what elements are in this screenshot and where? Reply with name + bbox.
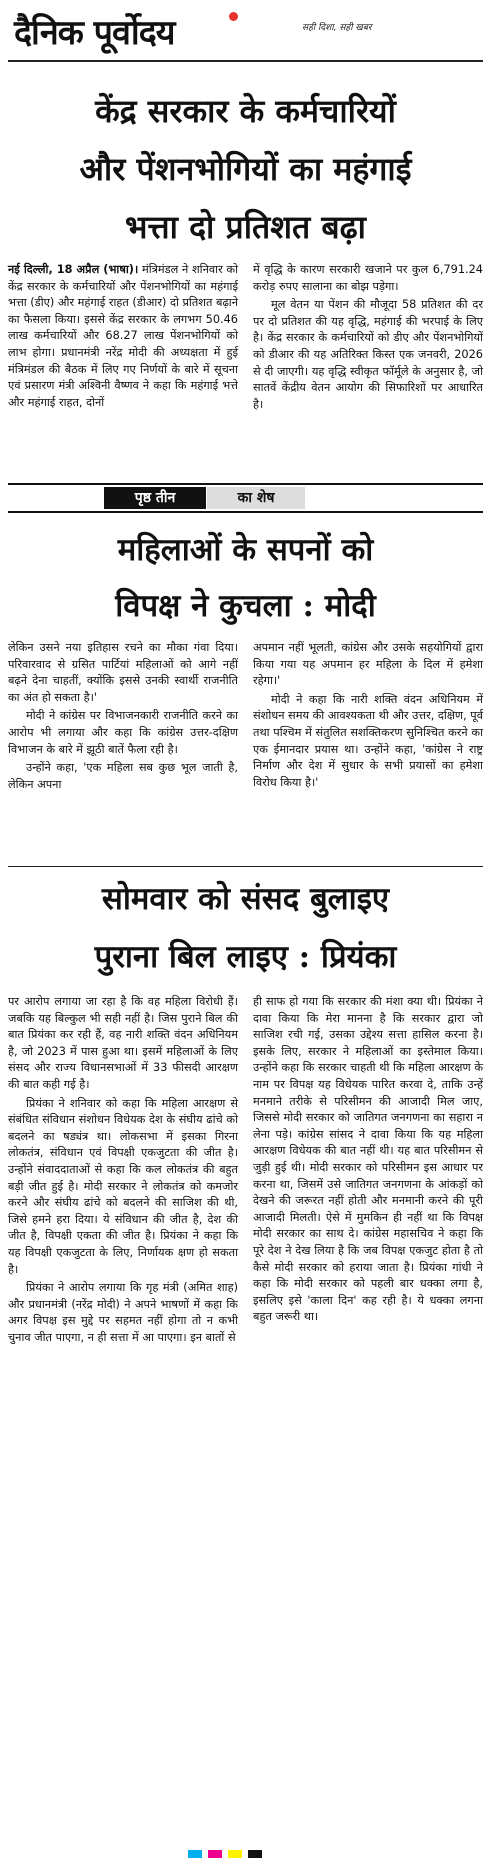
continuation-page-label: पृष्ठ तीन <box>104 487 206 509</box>
registration-cyan <box>188 1850 202 1858</box>
story1-headline-line1: केंद्र सरकार के कर्मचारियों <box>95 92 396 130</box>
story1-body <box>8 262 483 415</box>
story3-body <box>8 994 483 1348</box>
story3-headline-line1: सोमवार को संसद बुलाइए <box>101 881 390 917</box>
story1-column-1 <box>8 262 238 415</box>
story3-headline-line2: पुराना बिल लाइए : प्रियंका <box>94 939 397 975</box>
story2-bottom-rule <box>8 866 483 867</box>
story2-headline[interactable] <box>10 522 481 634</box>
continuation-shesh-label: का शेष <box>207 487 305 509</box>
masthead-rule <box>8 60 483 62</box>
story2-col1-para3: उन्होंने कहा, 'एक महिला सब कुछ भूल जाती है, लेकिन अपना <box>8 761 238 791</box>
story1-col1-text: मंत्रिमंडल ने शनिवार को केंद्र सरकार के कर्मचारियों और पेंशनभोगियों का महंगाई भत्ता (डीए) और महंगाई राहत (डीआर) दो प्रतिशत बढ़ाने का फैसला किया। इससे केंद्र सरकार के लगभग 50.46 लाख कर्मचारियों और 68.27 लाख पेंशनभोगियों को लाभ होगा। प्रधानमंत्री नरेंद्र मोदी की अध्यक्षता में हुई मंत्रिमंडल की बैठक में लिए गए निर्णयों के बारे में सूचना एवं प्रसारण मंत्री अश्विनी वैष्णव ने कहा कि महंगाई भत्ते और महंगाई राहत, दोनों <box>8 263 238 409</box>
newspaper-logo: दैनिक पूर्वोदय <box>14 13 175 53</box>
story1-col2-para1: में वृद्धि के कारण सरकारी खजाने पर कुल 6,791.24 करोड़ रुपए सालाना का बोझ पड़ेगा। <box>253 263 483 293</box>
masthead-tagline: सही दिशा, सही खबर <box>302 23 372 33</box>
story3-col1-para1: पर आरोप लगाया जा रहा है कि वह महिला विरोधी हैं। जबकि यह बिल्कुल भी सही नहीं है। जिस पुराने बिल की बात प्रियंका कर रही हैं, वह नारी शक्ति वंदन अधिनियम है, जो 2023 में पास हुआ था। इसमें महिलाओं के लिए संसद और राज्य विधानसभाओं में 33 फीसदी आरक्षण की बात कही गई है। <box>8 995 238 1091</box>
masthead <box>0 0 491 58</box>
story3-column-2 <box>253 994 483 1348</box>
story3-headline[interactable] <box>10 870 481 986</box>
story2-column-1 <box>8 640 238 795</box>
story2-col1-para2: मोदी ने कांग्रेस पर विभाजनकारी राजनीति करने का आरोप भी लगाया और कहा कि कांग्रेस उत्तर-दक्षिण विभाजन के बारे में झूठी बातें फैला रही है। <box>8 709 238 756</box>
story2-body <box>8 640 483 795</box>
story3-col2-para1: ही साफ हो गया कि सरकार की मंशा क्या थी। प्रियंका ने दावा किया कि मेरा मानना है कि सरकार द्वारा जो साजिश रची गई, उसका उद्देश्य सत्ता हासिल करना है। इसके लिए, सरकार ने महिलाओं का इस्तेमाल किया। उन्होंने कहा कि सरकार चाहती थी कि महिला आरक्षण के नाम पर विपक्ष यह विधेयक पारित करवा दे, ताकि उन्हें मनमाने तरीके से परिसीमन की आजादी मिल जाए, जिससे मोदी सरकार को जातिगत जनगणना का सहारा न लेना पड़े। कांग्रेस सांसद ने दावा किया कि यह महिला आरक्षण विधेयक की बात नहीं थी। यह बात परिसीमन से जुड़ी हुई थी। मोदी सरकार को परिसीमन इस आधार पर करना था, जिसमें उसे जातिगत जनगणना के आंकड़ों को देखने की जरूरत नहीं होती और मनमानी करने की पूरी आजादी मिलती। ऐसे में मुमकिन ही नहीं था कि विपक्ष मोदी सरकार का साथ दे। कांग्रेस महासचिव ने कहा कि पूरे देश ने देख लिया है कि जब विपक्ष एकजुट होता है तो कैसे मोदी सरकार को हराया जाता है। प्रियंका गांधी ने कहा कि मोदी सरकार को पहली बार धक्का लगा है, इसलिए इसे 'काला दिन' कह रही है। ये धक्का लगना बहुत जरूरी था। <box>253 995 483 1324</box>
story1-headline-line3: भत्ता दो प्रतिशत बढ़ा <box>125 208 366 246</box>
story1-headline[interactable] <box>10 82 481 256</box>
story2-col2-para1: अपमान नहीं भूलती, कांग्रेस और उसके सहयोगियों द्वारा किया गया यह अपमान हर महिला के दिल में हमेशा रहेगा।' <box>253 641 483 688</box>
registration-yellow <box>228 1850 242 1858</box>
story2-column-2 <box>253 640 483 795</box>
story1-headline-line2: और पेंशनभोगियों का महंगाई <box>79 150 412 188</box>
registration-black <box>248 1850 262 1858</box>
story3-col1-para2: प्रियंका ने शनिवार को कहा कि महिला आरक्षण से संबंधित संविधान संशोधन विधेयक देश के संघीय ढांचे को बदलने का षड्यंत्र था। लोकसभा में इसका गिरना लोकतंत्र, संविधान एवं विपक्षी एकजुटता की जीत है। उन्होंने संवाददाताओं से कहा कि कल लोकतंत्र की बहुत बड़ी जीत हुई है। मोदी सरकार ने लोकतंत्र को कमजोर करने और संघीय ढांचे को बदलने की साजिश की थी, जिसे हमने हरा दिया। ये संविधान की जीत है, देश की जीत है, विपक्षी एकता की जीत है। प्रियंका ने कहा कि यह विपक्षी एकजुटता के लिए, निर्णायक क्षण हो सकता है। <box>8 1096 238 1276</box>
continuation-banner <box>8 483 483 513</box>
story1-col1-para <box>8 262 238 411</box>
story2-headline-line1: महिलाओं के सपनों को <box>117 532 374 568</box>
registration-magenta <box>208 1850 222 1858</box>
story2-col2-para2: मोदी ने कहा कि नारी शक्ति वंदन अधिनियम में संशोधन समय की आवश्यकता थी और उत्तर, दक्षिण, पूर्व तथा पश्चिम में संतुलित सशक्तिकरण सुनिश्चित करने का एक ईमानदार प्रयास था। उन्होंने कहा, 'कांग्रेस ने राष्ट्र निर्माण और देश में सुधार के सभी प्रयासों का हमेशा विरोध किया है।' <box>253 692 483 789</box>
story3-col1-para3: प्रियंका ने आरोप लगाया कि गृह मंत्री (अमित शाह) और प्रधानमंत्री (नरेंद्र मोदी) ने अपने भाषणों में कहा कि अगर विपक्ष इस मुद्दे पर सहमत नहीं होगा तो न कभी चुनाव जीत पाएगा, न ही सत्ता में आ पाएगा। इन बातों से <box>8 1281 238 1344</box>
story1-dateline: नई दिल्ली, 18 अप्रैल (भाषा)। <box>8 263 139 276</box>
story1-column-2 <box>253 262 483 415</box>
story2-headline-line2: विपक्ष ने कुचला : मोदी <box>115 588 376 624</box>
logo-dot-icon <box>229 12 238 21</box>
story3-column-1 <box>8 994 238 1348</box>
story2-col1-para1: लेकिन उसने नया इतिहास रचने का मौका गंवा दिया। परिवारवाद से ग्रसित पार्टियां महिलाओं को आगे नहीं बढ़ने देना चाहतीं, क्योंकि इससे उनकी स्वार्थी राजनीति का अंत हो सकता है।' <box>8 641 238 704</box>
story1-col2-para2: मूल वेतन या पेंशन की मौजूदा 58 प्रतिशत की दर पर दो प्रतिशत की यह वृद्धि, महंगाई की भरपाई के लिए है। केंद्र सरकार के कर्मचारियों को डीए और पेंशनभोगियों को डीआर की यह अतिरिक्त किस्त एक जनवरी, 2026 से दी जाएगी। यह वृद्धि स्वीकृत फॉर्मूले के अनुसार है, जो सातवें केंद्रीय वेतन आयोग की सिफारिशों पर आधारित है। <box>253 298 483 411</box>
